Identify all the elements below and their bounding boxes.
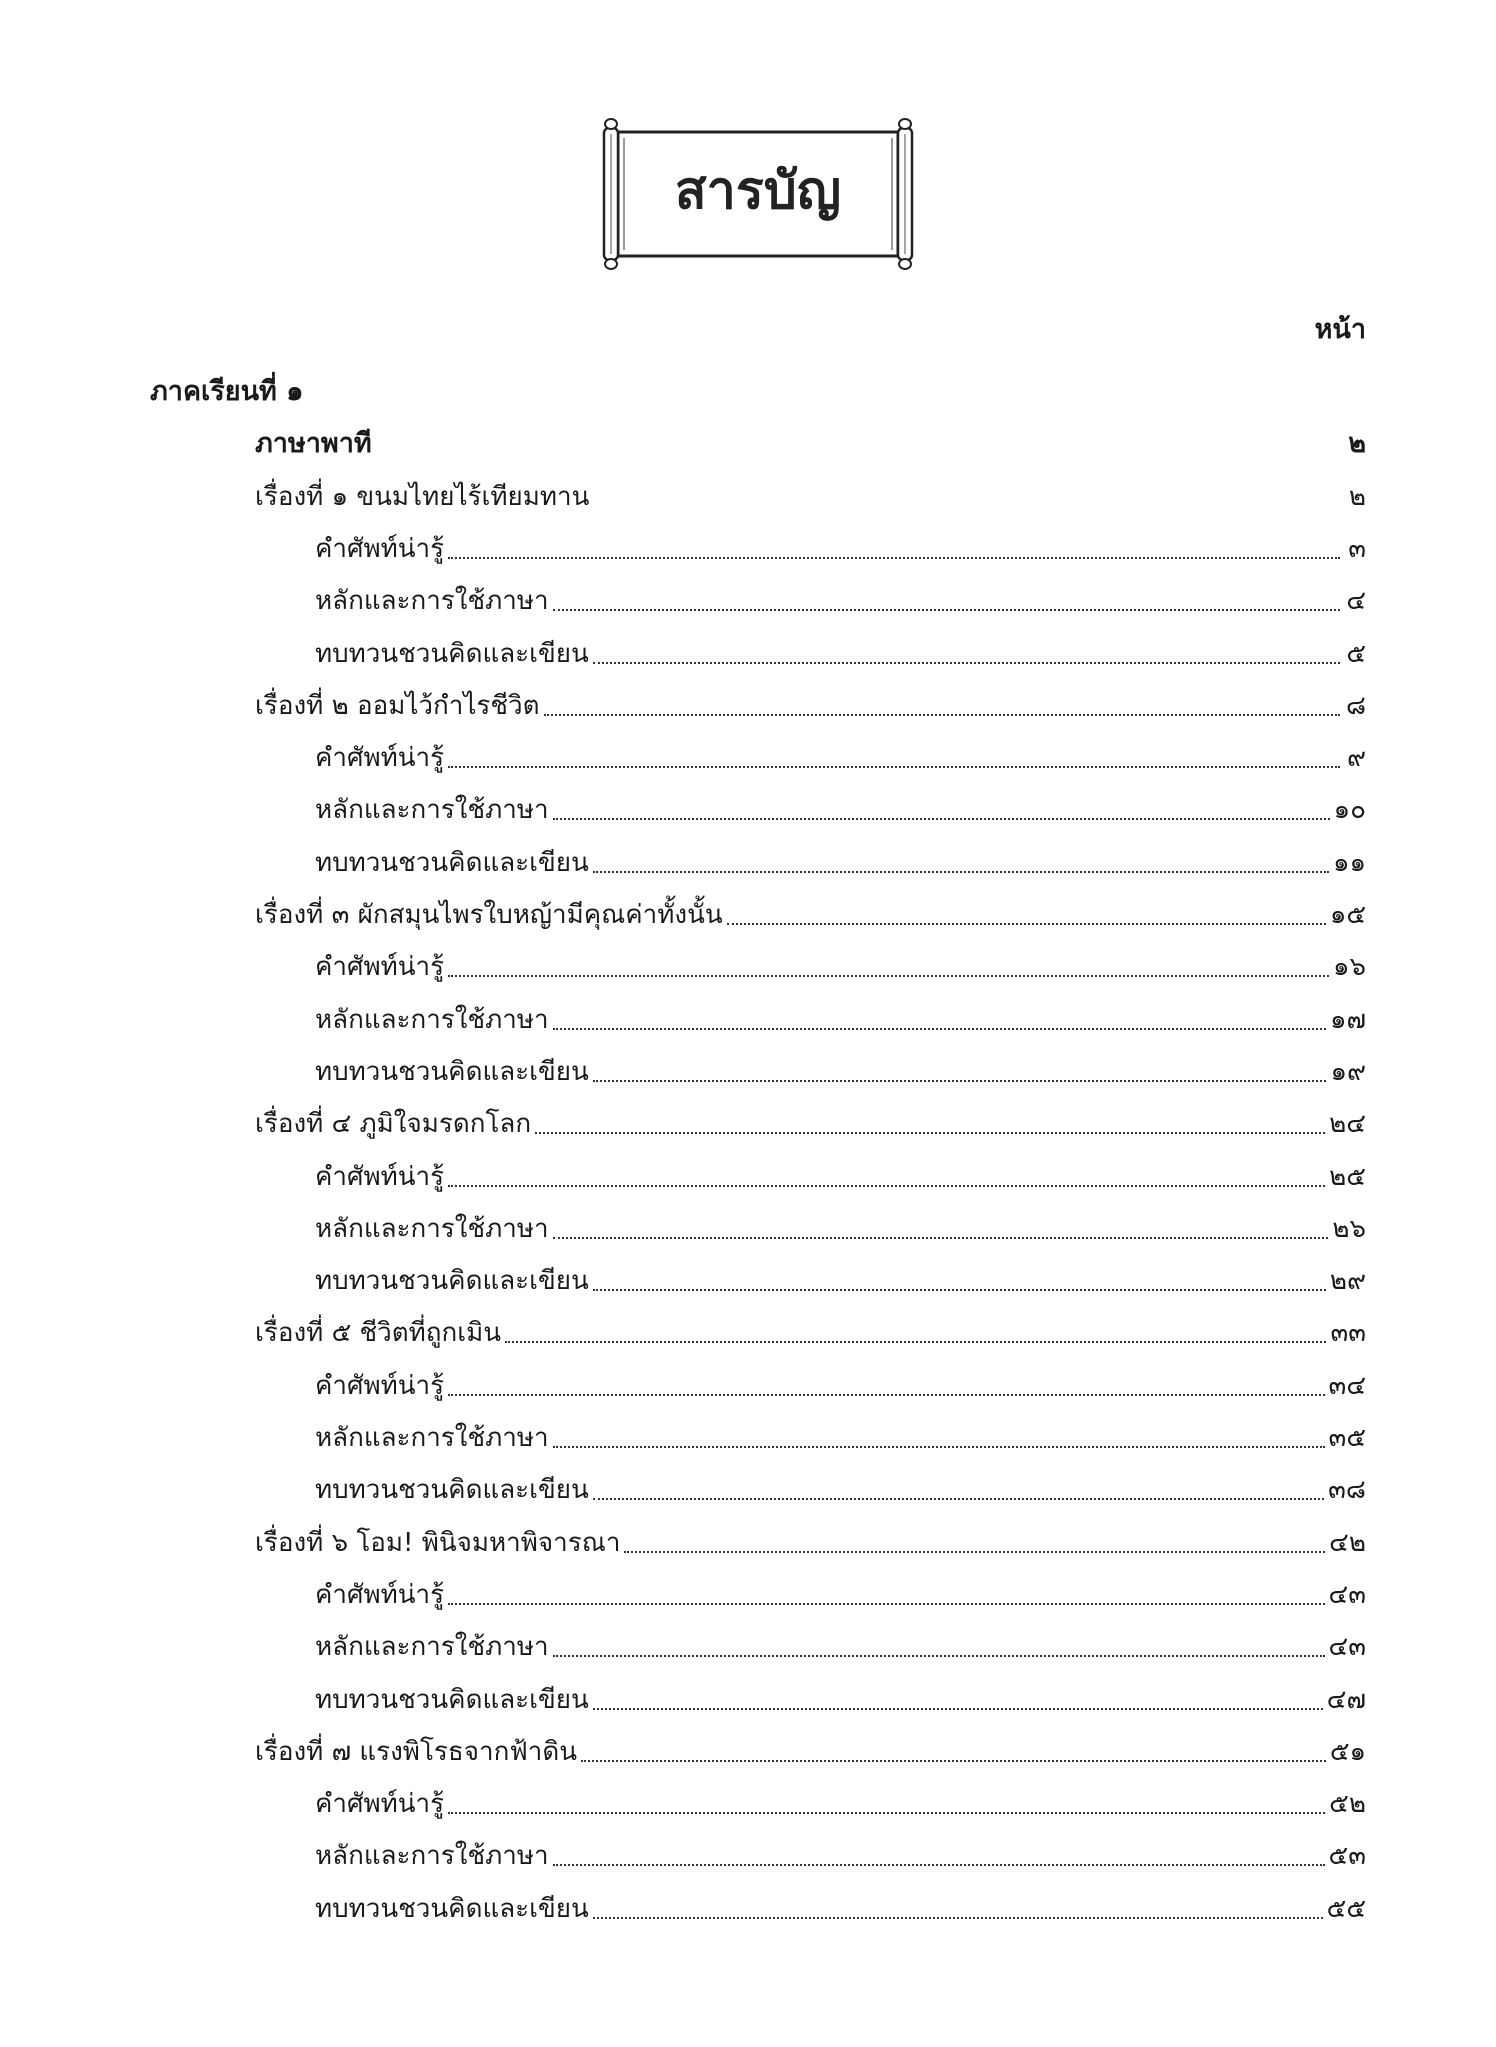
subtopic-entry-title: หลักและการใช้ภาษา	[315, 1004, 549, 1035]
subtopic-entry-leader-dots	[593, 871, 1329, 873]
subtopic-entry-leader-dots	[553, 1237, 1329, 1239]
subtopic-entry-page-number: ๒๙	[1329, 1266, 1366, 1297]
subtopic-entry-title: คำศัพท์น่ารู้	[315, 743, 445, 774]
subtopic-entry-title: หลักและการใช้ภาษา	[315, 1632, 549, 1663]
chapter-entry-page-number: ๔๒	[1329, 1527, 1366, 1558]
subtopic-entry-page-number: ๕๓	[1328, 1841, 1366, 1872]
section-heading-title: ภาษาพาที	[255, 428, 372, 460]
section-heading-page-number: ๒	[1348, 428, 1366, 460]
subtopic-entry-page-number: ๒๖	[1332, 1213, 1366, 1244]
subtopic-entry	[315, 1826, 1366, 1876]
chapter-entry-title: เรื่องที่ ๓ ผักสมุนไพรใบหญ้ามีคุณค่าทั้งนั้น	[255, 900, 723, 930]
subtopic-entry-leader-dots	[553, 1864, 1325, 1866]
chapter-entry-title: เรื่องที่ ๒ ออมไว้กำไรชีวิต	[255, 690, 540, 721]
subtopic-entry-page-number: ๕๒	[1329, 1789, 1366, 1820]
subtopic-entry-leader-dots	[448, 557, 1340, 559]
subtopic-entry-title: ทบทวนชวนคิดและเขียน	[315, 847, 589, 878]
page-column-header: หน้า	[1314, 314, 1366, 345]
subtopic-entry	[315, 937, 1366, 987]
subtopic-entry	[315, 1251, 1366, 1301]
chapter-entry-page-number: ๕๑	[1329, 1736, 1366, 1767]
subtopic-entry-leader-dots	[448, 1394, 1324, 1396]
subtopic-entry-title: คำศัพท์น่ารู้	[315, 952, 445, 983]
subtopic-entry-leader-dots	[553, 1655, 1325, 1657]
chapter-entry-leader-dots	[505, 1341, 1326, 1343]
chapter-entry-title: เรื่องที่ ๖ โอม! พินิจมหาพิจารณา	[255, 1527, 621, 1558]
subtopic-entry-page-number: ๙	[1346, 743, 1366, 774]
subtopic-entry-page-number: ๑๐	[1333, 795, 1366, 826]
subtopic-entry	[315, 1408, 1366, 1458]
subtopic-entry-title: ทบทวนชวนคิดและเขียน	[315, 638, 589, 669]
subtopic-entry-leader-dots	[448, 1185, 1325, 1187]
subtopic-entry-title: คำศัพท์น่ารู้	[315, 1161, 445, 1192]
chapter-entry-title: เรื่องที่ ๔ ภูมิใจมรดกโลก	[255, 1109, 532, 1140]
subtopic-entry-leader-dots	[448, 1603, 1324, 1605]
subtopic-entry-title: คำศัพท์น่ารู้	[315, 1789, 445, 1820]
subtopic-entry-page-number: ๒๕	[1329, 1161, 1366, 1192]
subtopic-entry-page-number: ๓	[1348, 533, 1366, 564]
subtopic-entry-leader-dots	[448, 1812, 1325, 1814]
chapter-entry-leader-dots	[624, 1551, 1325, 1553]
subtopic-entry-leader-dots	[593, 1289, 1326, 1291]
subtopic-entry-title: ทบทวนชวนคิดและเขียน	[315, 1266, 589, 1297]
semester-heading	[150, 362, 303, 412]
chapter-entry-title: เรื่องที่ ๕ ชีวิตที่ถูกเมิน	[255, 1318, 502, 1349]
subtopic-entry-page-number: ๔๓	[1328, 1579, 1366, 1610]
subtopic-entry-title: ทบทวนชวนคิดและเขียน	[315, 1893, 589, 1924]
chapter-entry-page-number: ๒	[1348, 481, 1366, 512]
subtopic-entry-title: คำศัพท์น่ารู้	[315, 533, 445, 564]
subtopic-entry	[315, 624, 1366, 674]
chapter-entry-page-number: ๑๕	[1329, 900, 1366, 930]
subtopic-entry-page-number: ๑๙	[1330, 1056, 1366, 1087]
subtopic-entry-page-number: ๕	[1346, 638, 1366, 669]
page-title: สารบัญ	[674, 161, 842, 221]
subtopic-entry	[315, 1356, 1366, 1406]
subtopic-entry-page-number: ๓๘	[1328, 1475, 1366, 1506]
subtopic-entry-title: หลักและการใช้ภาษา	[315, 795, 549, 826]
subtopic-entry-page-number: ๓๕	[1328, 1423, 1366, 1453]
chapter-entry-leader-dots	[535, 1132, 1325, 1134]
subtopic-entry-leader-dots	[553, 818, 1330, 820]
subtopic-entry	[315, 1617, 1366, 1667]
title-scroll-banner	[598, 114, 918, 274]
subtopic-entry-page-number: ๑๑	[1332, 847, 1366, 878]
chapter-entry	[255, 676, 1366, 726]
chapter-entry	[255, 1513, 1366, 1563]
subtopic-entry-leader-dots	[593, 1080, 1327, 1082]
subtopic-entry-leader-dots	[593, 1708, 1323, 1710]
subtopic-entry-title: หลักและการใช้ภาษา	[315, 1841, 549, 1872]
semester-heading-title: ภาคเรียนที่ ๑	[150, 376, 304, 407]
chapter-entry-leader-dots	[727, 923, 1326, 925]
subtopic-entry	[315, 519, 1366, 569]
subtopic-entry	[315, 1879, 1366, 1929]
subtopic-entry	[315, 571, 1366, 621]
subtopic-entry-page-number: ๔๗	[1326, 1684, 1366, 1715]
subtopic-entry	[315, 1042, 1366, 1092]
chapter-entry	[255, 467, 1366, 517]
chapter-entry-page-number: ๘	[1345, 690, 1366, 721]
chapter-entry-page-number: ๒๔	[1329, 1109, 1366, 1140]
subtopic-entry-title: หลักและการใช้ภาษา	[315, 1423, 549, 1453]
subtopic-entry-leader-dots	[593, 1498, 1324, 1500]
subtopic-entry-page-number: ๕๕	[1326, 1893, 1366, 1924]
subtopic-entry-leader-dots	[553, 1028, 1326, 1030]
subtopic-entry-title: ทบทวนชวนคิดและเขียน	[315, 1475, 589, 1506]
subtopic-entry-leader-dots	[448, 766, 1340, 768]
chapter-entry	[255, 1094, 1366, 1144]
subtopic-entry-page-number: ๔	[1346, 586, 1366, 617]
subtopic-entry	[315, 1199, 1366, 1249]
subtopic-entry	[315, 1147, 1366, 1197]
chapter-entry-title: เรื่องที่ ๗ แรงพิโรธจากฟ้าดิน	[255, 1736, 577, 1767]
subtopic-entry	[315, 990, 1366, 1040]
subtopic-entry-leader-dots	[553, 609, 1340, 611]
subtopic-entry	[315, 1774, 1366, 1824]
subtopic-entry-page-number: ๔๓	[1328, 1632, 1366, 1663]
subtopic-entry-title: หลักและการใช้ภาษา	[315, 1213, 549, 1244]
subtopic-entry-leader-dots	[593, 1917, 1323, 1919]
subtopic-entry-title: คำศัพท์น่ารู้	[315, 1579, 445, 1610]
chapter-entry-title: เรื่องที่ ๑ ขนมไทยไร้เทียมทาน	[255, 481, 590, 512]
chapter-entry-page-number: ๓๓	[1330, 1318, 1366, 1349]
subtopic-entry-title: ทบทวนชวนคิดและเขียน	[315, 1056, 589, 1087]
section-heading	[255, 414, 1366, 464]
chapter-entry	[255, 1722, 1366, 1772]
chapter-entry	[255, 1303, 1366, 1353]
chapter-entry	[255, 885, 1366, 935]
subtopic-entry-leader-dots	[448, 975, 1329, 977]
chapter-entry-leader-dots	[544, 714, 1340, 716]
subtopic-entry-page-number: ๑๗	[1329, 1004, 1366, 1035]
subtopic-entry	[315, 780, 1366, 830]
subtopic-entry-title: หลักและการใช้ภาษา	[315, 586, 549, 617]
subtopic-entry-title: ทบทวนชวนคิดและเขียน	[315, 1684, 589, 1715]
subtopic-entry-page-number: ๑๖	[1332, 952, 1366, 983]
subtopic-entry-leader-dots	[593, 662, 1340, 664]
subtopic-entry	[315, 833, 1366, 883]
subtopic-entry-title: คำศัพท์น่ารู้	[315, 1370, 445, 1401]
subtopic-entry-page-number: ๓๔	[1328, 1370, 1366, 1401]
subtopic-entry	[315, 1670, 1366, 1720]
subtopic-entry-leader-dots	[553, 1446, 1325, 1448]
chapter-entry-leader-dots	[581, 1760, 1326, 1762]
subtopic-entry	[315, 728, 1366, 778]
subtopic-entry	[315, 1565, 1366, 1615]
subtopic-entry	[315, 1460, 1366, 1510]
